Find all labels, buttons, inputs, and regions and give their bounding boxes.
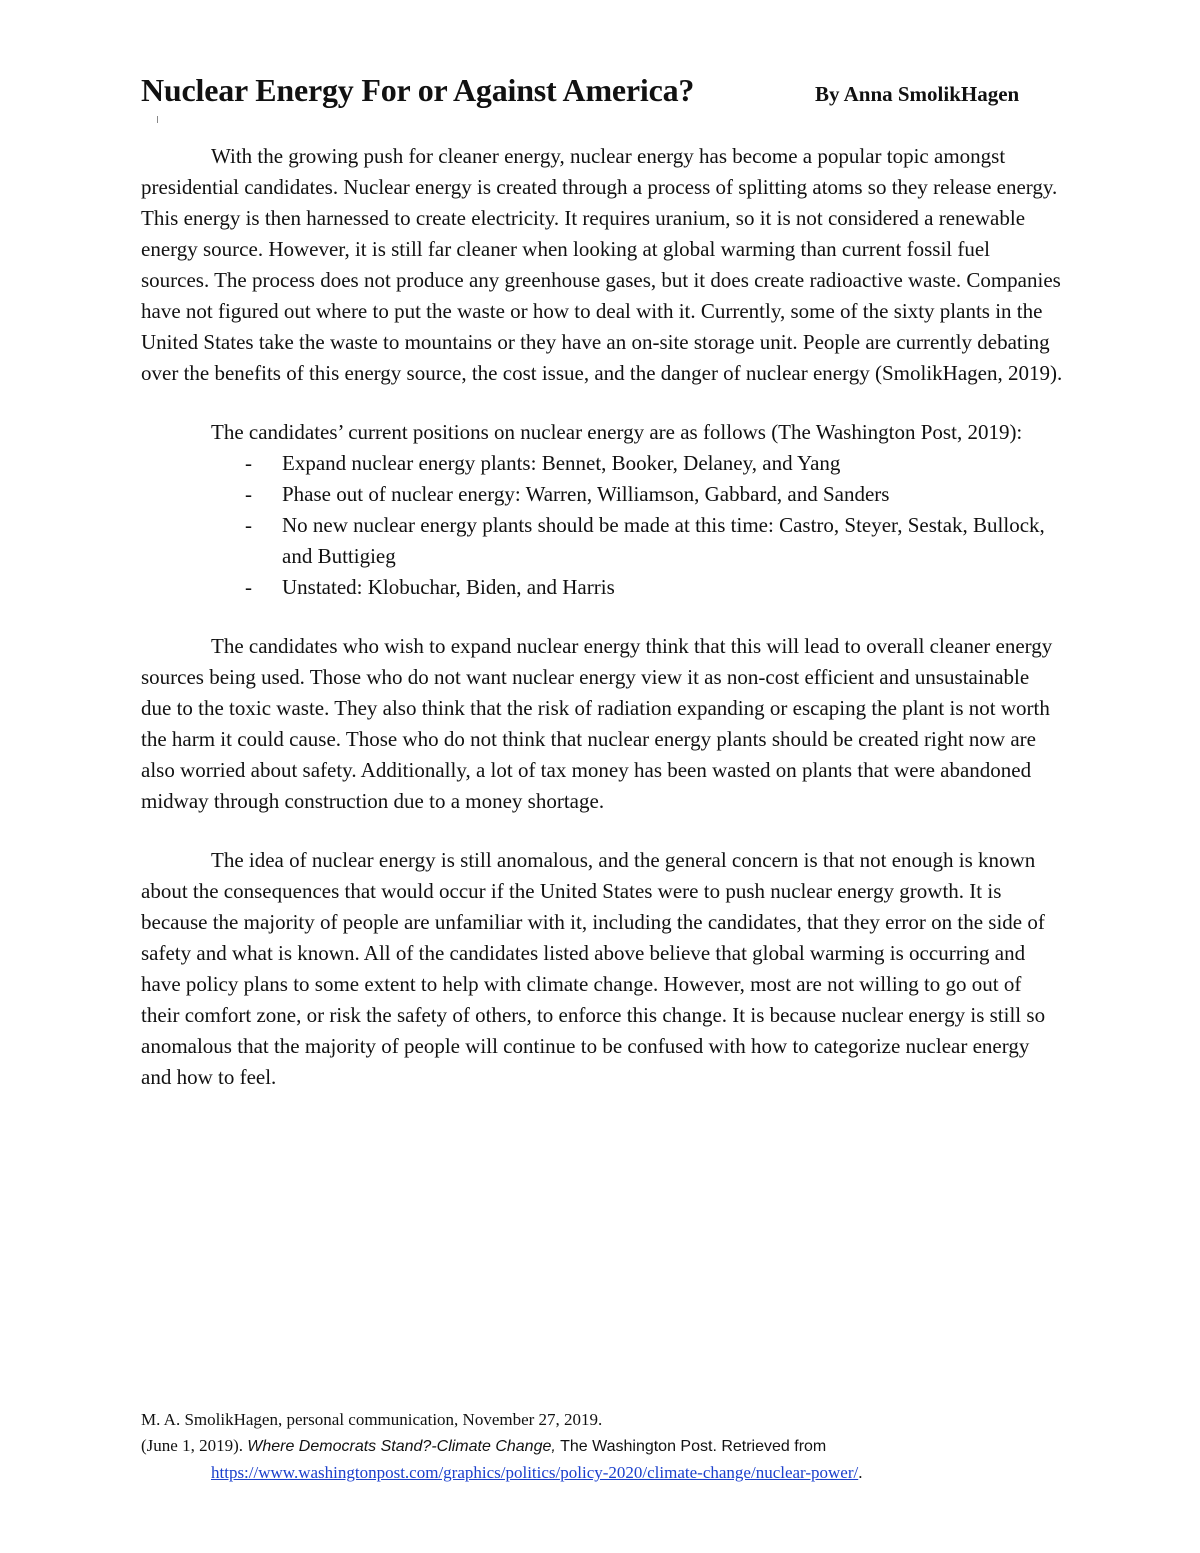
list-bullet: - [245,482,252,506]
candidate-positions-list [141,448,1063,603]
reference-publisher: The Washington Post [560,1438,713,1455]
paragraph-conclusion: The idea of nuclear energy is still anomalous, and the general concern is that not enough is known about the consequences that would occur if the United States were to push nuclear energy growth. It is because the majority of people are unfamiliar with it, including the candidates, that they error on the side of safety and what is known. All of the candidates listed above believe that global warming is occurring and have policy plans to some extent to help with climate change. However, most are not willing to go out of their comfort zone, or risk the safety of others, to enforce this change. It is because nuclear energy is still so anomalous that the majority of people will continue to be confused with how to categorize nuclear energy and how to feel. [141,848,1046,1089]
document-title: Nuclear Energy For or Against America? [141,72,695,108]
document-header [141,72,1061,122]
paragraph-intro: With the growing push for cleaner energy, nuclear energy has become a popular topic amongst presidential candidates. Nuclear energy is created through a process of splitting atoms so they release energy. This energy is then harnessed to create electricity. It requires uranium, so it is not considered a renewable energy source. However, it is still far cleaner when looking at global warming than current fossil fuel sources. The process does not produce any greenhouse gases, but it does create radioactive waste. Companies have not figured out where to put the waste or how to deal with it. Currently, some of the sixty plants in the United States take the waste to mountains or they have an on-site storage unit. People are currently debating over the benefits of this energy source, the cost issue, and the danger of nuclear energy (SmolikHagen, 2019). [141,144,1063,385]
text-cursor-mark [157,116,158,123]
list-bullet: - [245,575,252,599]
list-item [141,510,1063,572]
list-bullet: - [245,513,252,537]
reference-end-period: . [858,1463,863,1482]
reference-retrieved: . Retrieved from [712,1438,827,1455]
reference-url-line [141,1460,1101,1486]
author-byline: By Anna SmolikHagen [815,82,1020,106]
reference-date: (June 1, 2019). [141,1436,243,1455]
list-item [141,479,1063,510]
list-item-text: Expand nuclear energy plants: Bennet, Booker, Delaney, and Yang [282,451,841,475]
list-item-text: Phase out of nuclear energy: Warren, Williamson, Gabbard, and Sanders [282,482,890,506]
list-item-text: Unstated: Klobuchar, Biden, and Harris [282,575,615,599]
references-section [141,1407,1101,1486]
paragraph-arguments: The candidates who wish to expand nuclear energy think that this will lead to overall cleaner energy sources being used. Those who do not want nuclear energy view it as non-cost efficient and unsustainable due to the toxic waste. They also think that the risk of radiation expanding or escaping the plant is not worth the harm it could cause. Those who do not think that nuclear energy plants should be created right now are also worried about safety. Additionally, a lot of tax money has been wasted on plants that were abandoned midway through construction due to a money shortage. [141,634,1053,813]
reference-title: Where Democrats Stand?-Climate Change, [247,1438,556,1455]
document-body [141,141,1063,1121]
reference-washington-post [141,1433,1101,1460]
list-bullet: - [245,451,252,475]
list-item [141,572,1063,603]
list-item [141,448,1063,479]
reference-personal-communication: M. A. SmolikHagen, personal communication, November 27, 2019. [141,1410,603,1429]
reference-url-link[interactable]: https://www.washingtonpost.com/graphics/politics/policy-2020/climate-change/nuclear-power/ [211,1463,859,1482]
paragraph-positions-lead: The candidates’ current positions on nuclear energy are as follows (The Washington Post, 2019): [211,420,1023,444]
list-item-text: No new nuclear energy plants should be made at this time: Castro, Steyer, Sestak, Bullock, and Buttigieg [282,513,1045,568]
